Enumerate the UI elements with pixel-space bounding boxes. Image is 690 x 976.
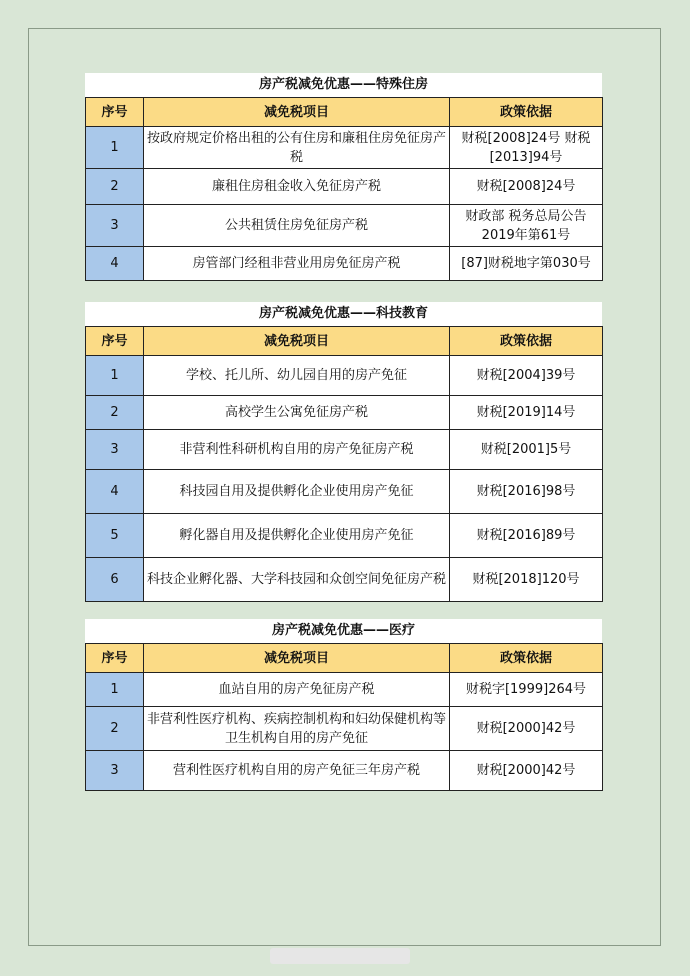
table-row xyxy=(86,247,603,281)
row-no: 2 xyxy=(86,707,144,751)
table-row xyxy=(86,514,603,558)
row-no: 2 xyxy=(86,396,144,430)
table-row xyxy=(86,430,603,470)
section-tech-education xyxy=(85,302,602,602)
table-header-row xyxy=(86,98,603,127)
table-row xyxy=(86,558,603,602)
row-basis: 财税[2000]42号 xyxy=(450,707,603,751)
row-basis: 财税[2000]42号 xyxy=(450,751,603,791)
header-basis: 政策依据 xyxy=(450,644,603,673)
row-basis: 财税[2004]39号 xyxy=(450,356,603,396)
row-basis: [87]财税地字第030号 xyxy=(450,247,603,281)
table-row xyxy=(86,127,603,169)
section-title: 房产税减免优惠——科技教育 xyxy=(258,306,428,321)
row-item: 学校、托儿所、幼儿园自用的房产免征 xyxy=(144,356,450,396)
row-item: 高校学生公寓免征房产税 xyxy=(144,396,450,430)
header-item: 减免税项目 xyxy=(144,327,450,356)
row-basis: 财税[2001]5号 xyxy=(450,430,603,470)
section-medical xyxy=(85,619,602,791)
row-no: 2 xyxy=(86,169,144,205)
row-basis: 财税[2016]89号 xyxy=(450,514,603,558)
row-basis: 财税[2008]24号 财税[2013]94号 xyxy=(450,127,603,169)
row-basis: 财税[2008]24号 xyxy=(450,169,603,205)
row-item: 非营利性科研机构自用的房产免征房产税 xyxy=(144,430,450,470)
policy-table xyxy=(85,326,603,602)
policy-table xyxy=(85,643,603,791)
table-row xyxy=(86,396,603,430)
table-row xyxy=(86,356,603,396)
header-basis: 政策依据 xyxy=(450,327,603,356)
table-row xyxy=(86,169,603,205)
table-row xyxy=(86,470,603,514)
row-no: 4 xyxy=(86,247,144,281)
row-basis: 财税[2019]14号 xyxy=(450,396,603,430)
section-title: 房产税减免优惠——特殊住房 xyxy=(258,77,428,92)
row-basis: 财税[2016]98号 xyxy=(450,470,603,514)
row-basis: 财税字[1999]264号 xyxy=(450,673,603,707)
row-no: 1 xyxy=(86,673,144,707)
row-no: 3 xyxy=(86,430,144,470)
header-item: 减免税项目 xyxy=(144,98,450,127)
row-item: 按政府规定价格出租的公有住房和廉租住房免征房产税 xyxy=(144,127,450,169)
table-row xyxy=(86,205,603,247)
row-item: 科技企业孵化器、大学科技园和众创空间免征房产税 xyxy=(144,558,450,602)
table-row xyxy=(86,751,603,791)
row-item: 公共租赁住房免征房产税 xyxy=(144,205,450,247)
bottom-caption-bar xyxy=(270,948,410,964)
row-item: 血站自用的房产免征房产税 xyxy=(144,673,450,707)
table-row xyxy=(86,707,603,751)
row-basis: 财政部 税务总局公告2019年第61号 xyxy=(450,205,603,247)
row-no: 5 xyxy=(86,514,144,558)
header-basis: 政策依据 xyxy=(450,98,603,127)
row-item: 科技园自用及提供孵化企业使用房产免征 xyxy=(144,470,450,514)
row-no: 3 xyxy=(86,205,144,247)
header-no: 序号 xyxy=(86,327,144,356)
table-row xyxy=(86,673,603,707)
row-no: 3 xyxy=(86,751,144,791)
table-header-row xyxy=(86,644,603,673)
row-item: 孵化器自用及提供孵化企业使用房产免征 xyxy=(144,514,450,558)
table-header-row xyxy=(86,327,603,356)
header-item: 减免税项目 xyxy=(144,644,450,673)
row-basis: 财税[2018]120号 xyxy=(450,558,603,602)
section-special-housing xyxy=(85,73,602,281)
row-no: 1 xyxy=(86,127,144,169)
header-no: 序号 xyxy=(86,98,144,127)
row-item: 廉租住房租金收入免征房产税 xyxy=(144,169,450,205)
section-title: 房产税减免优惠——医疗 xyxy=(271,623,415,638)
row-no: 1 xyxy=(86,356,144,396)
header-no: 序号 xyxy=(86,644,144,673)
row-item: 非营利性医疗机构、疾病控制机构和妇幼保健机构等卫生机构自用的房产免征 xyxy=(144,707,450,751)
policy-table xyxy=(85,97,603,281)
row-item: 营利性医疗机构自用的房产免征三年房产税 xyxy=(144,751,450,791)
row-no: 4 xyxy=(86,470,144,514)
row-item: 房管部门经租非营业用房免征房产税 xyxy=(144,247,450,281)
row-no: 6 xyxy=(86,558,144,602)
